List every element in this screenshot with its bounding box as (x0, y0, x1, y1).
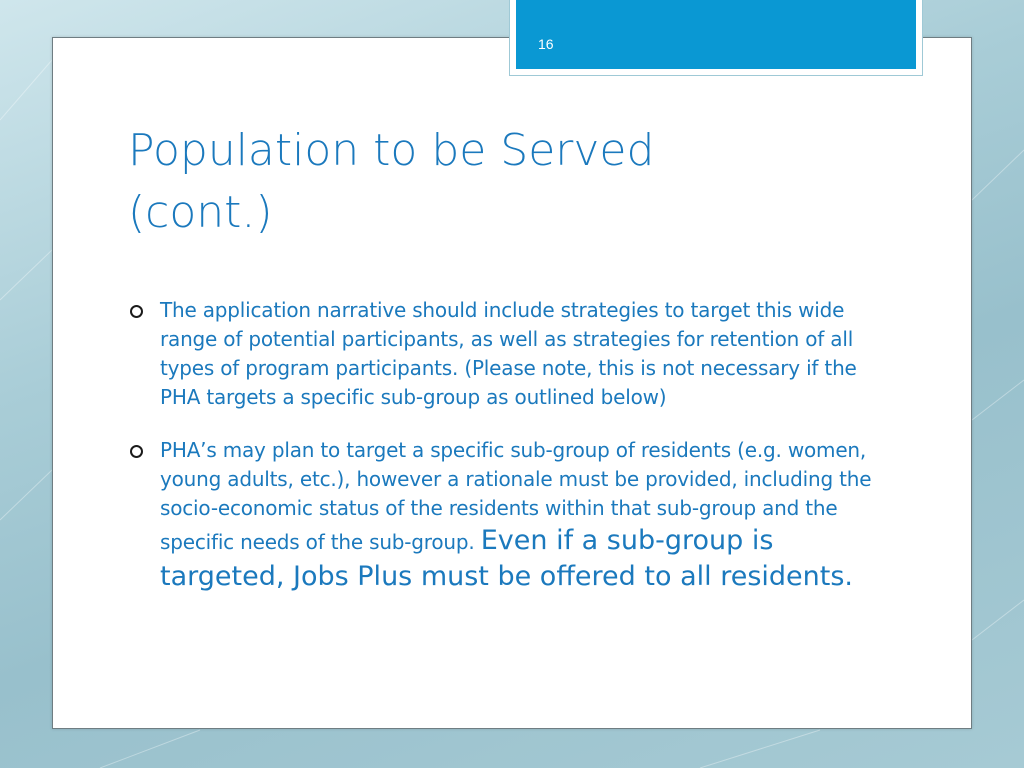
bullet-item-1 (128, 296, 888, 412)
bullet-emphasis-text: Even if a sub-group is targeted, Jobs Plus must be offered to all residents. (160, 525, 853, 592)
hollow-circle-bullet-icon (130, 305, 143, 318)
slide-number: 16 (538, 36, 554, 52)
slide-number-tab (509, 0, 923, 76)
slide-number-badge (516, 0, 916, 69)
slide-title-line-1: Population to be Served (128, 125, 655, 176)
bullet-item-2 (128, 436, 888, 595)
slide-title-line-2: (cont.) (128, 187, 273, 238)
hollow-circle-bullet-icon (130, 445, 143, 458)
bullet-text-2: PHA’s may plan to target a specific sub-group of residents (e.g. women, young adults, etc.), however a rationale must be provided, including the socio-economic status of the residents within that sub-group and the specific needs of the sub-group. (160, 438, 872, 554)
bullet-text-1: The application narrative should include strategies to target this wide range of potential participants, as well as strategies for retention of all types of program participants. (Please note, this is not necessary if the PHA targets a specific sub-group as outlined below) (160, 298, 857, 409)
bullet-list (128, 296, 888, 595)
slide-title (128, 120, 908, 244)
